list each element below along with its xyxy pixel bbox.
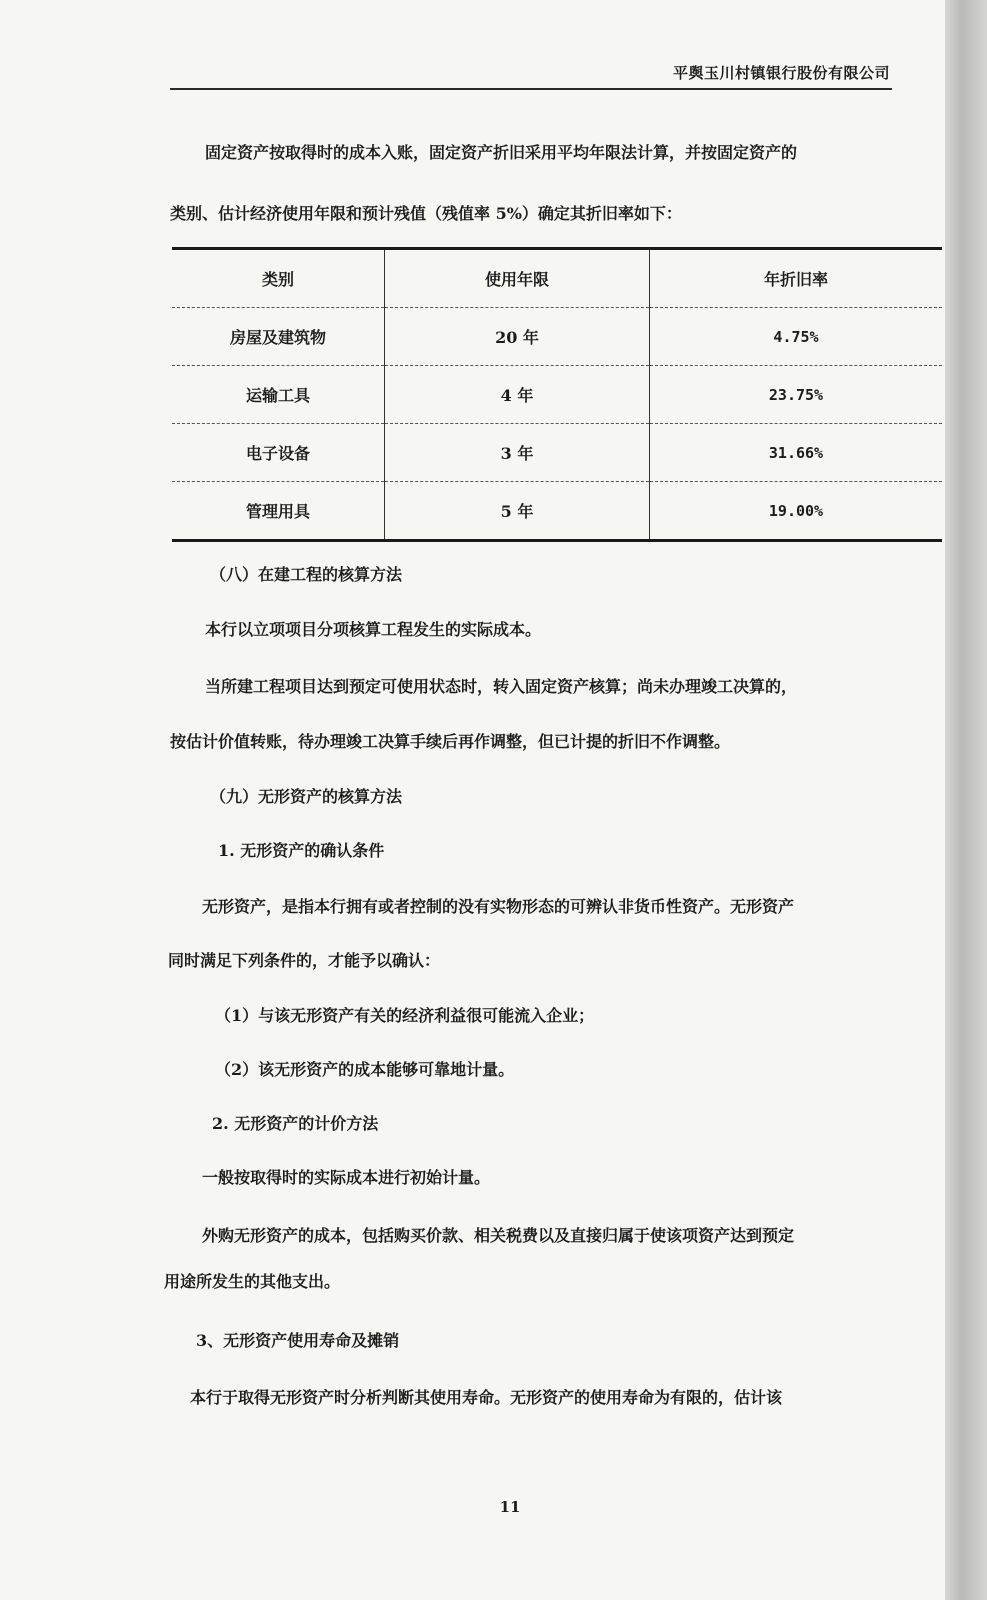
cell-years: 20 年	[385, 308, 650, 366]
condition-1: （1）与该无形资产有关的经济利益很可能流入企业；	[215, 1006, 595, 1025]
section-9-title: （九）无形资产的核算方法	[210, 787, 403, 806]
condition-2: （2）该无形资产的成本能够可靠地计量。	[215, 1060, 515, 1079]
subsection-2-title: 2. 无形资产的计价方法	[212, 1114, 379, 1133]
subsection-1-title: 1. 无形资产的确认条件	[218, 841, 385, 860]
subsection-2-paragraph-2-line-1: 外购无形资产的成本，包括购买价款、相关税费以及直接归属于使该项资产达到预定	[202, 1226, 795, 1245]
subsection-1-line-1: 无形资产，是指本行拥有或者控制的没有实物形态的可辨认非货币性资产。无形资产	[202, 897, 795, 916]
subsection-1-line-2: 同时满足下列条件的，才能予以确认：	[168, 951, 441, 970]
table-row	[172, 424, 942, 482]
header-rate: 年折旧率	[650, 249, 943, 308]
cell-rate: 19.00%	[650, 482, 943, 541]
cell-years: 5 年	[385, 482, 650, 541]
cell-category: 电子设备	[172, 424, 385, 482]
cell-years: 4 年	[385, 366, 650, 424]
page-number: 11	[499, 1498, 521, 1516]
header-rule	[170, 88, 892, 90]
intro-line-1: 固定资产按取得时的成本入账，固定资产折旧采用平均年限法计算，并按固定资产的	[205, 143, 798, 162]
subsection-2-paragraph-1: 一般按取得时的实际成本进行初始计量。	[202, 1168, 491, 1187]
section-8-title: （八）在建工程的核算方法	[210, 565, 403, 584]
subsection-3-title: 3、无形资产使用寿命及摊销	[196, 1331, 400, 1350]
cell-years: 3 年	[385, 424, 650, 482]
depreciation-table	[172, 247, 942, 542]
section-8-paragraph-1: 本行以立项项目分项核算工程发生的实际成本。	[205, 620, 542, 639]
cell-category: 运输工具	[172, 366, 385, 424]
cell-category: 管理用具	[172, 482, 385, 541]
header-category: 类别	[172, 249, 385, 308]
cell-category: 房屋及建筑物	[172, 308, 385, 366]
subsection-3-line-1: 本行于取得无形资产时分析判断其使用寿命。无形资产的使用寿命为有限的，估计该	[190, 1388, 783, 1407]
intro-line-2: 类别、估计经济使用年限和预计残值（残值率 5%）确定其折旧率如下：	[170, 204, 682, 223]
table-row	[172, 482, 942, 541]
table-header-row	[172, 249, 942, 308]
cell-rate: 4.75%	[650, 308, 943, 366]
cell-rate: 23.75%	[650, 366, 943, 424]
subsection-2-paragraph-2-line-2: 用途所发生的其他支出。	[164, 1272, 341, 1291]
section-8-paragraph-2-line-2: 按估计价值转账，待办理竣工决算手续后再作调整，但已计提的折旧不作调整。	[170, 732, 731, 751]
company-header: 平舆玉川村镇银行股份有限公司	[672, 64, 890, 82]
header-years: 使用年限	[385, 249, 650, 308]
scan-edge-shadow	[945, 0, 987, 1600]
cell-rate: 31.66%	[650, 424, 943, 482]
table-row	[172, 308, 942, 366]
table-row	[172, 366, 942, 424]
section-8-paragraph-2-line-1: 当所建工程项目达到预定可使用状态时，转入固定资产核算；尚未办理竣工决算的，	[205, 677, 798, 696]
